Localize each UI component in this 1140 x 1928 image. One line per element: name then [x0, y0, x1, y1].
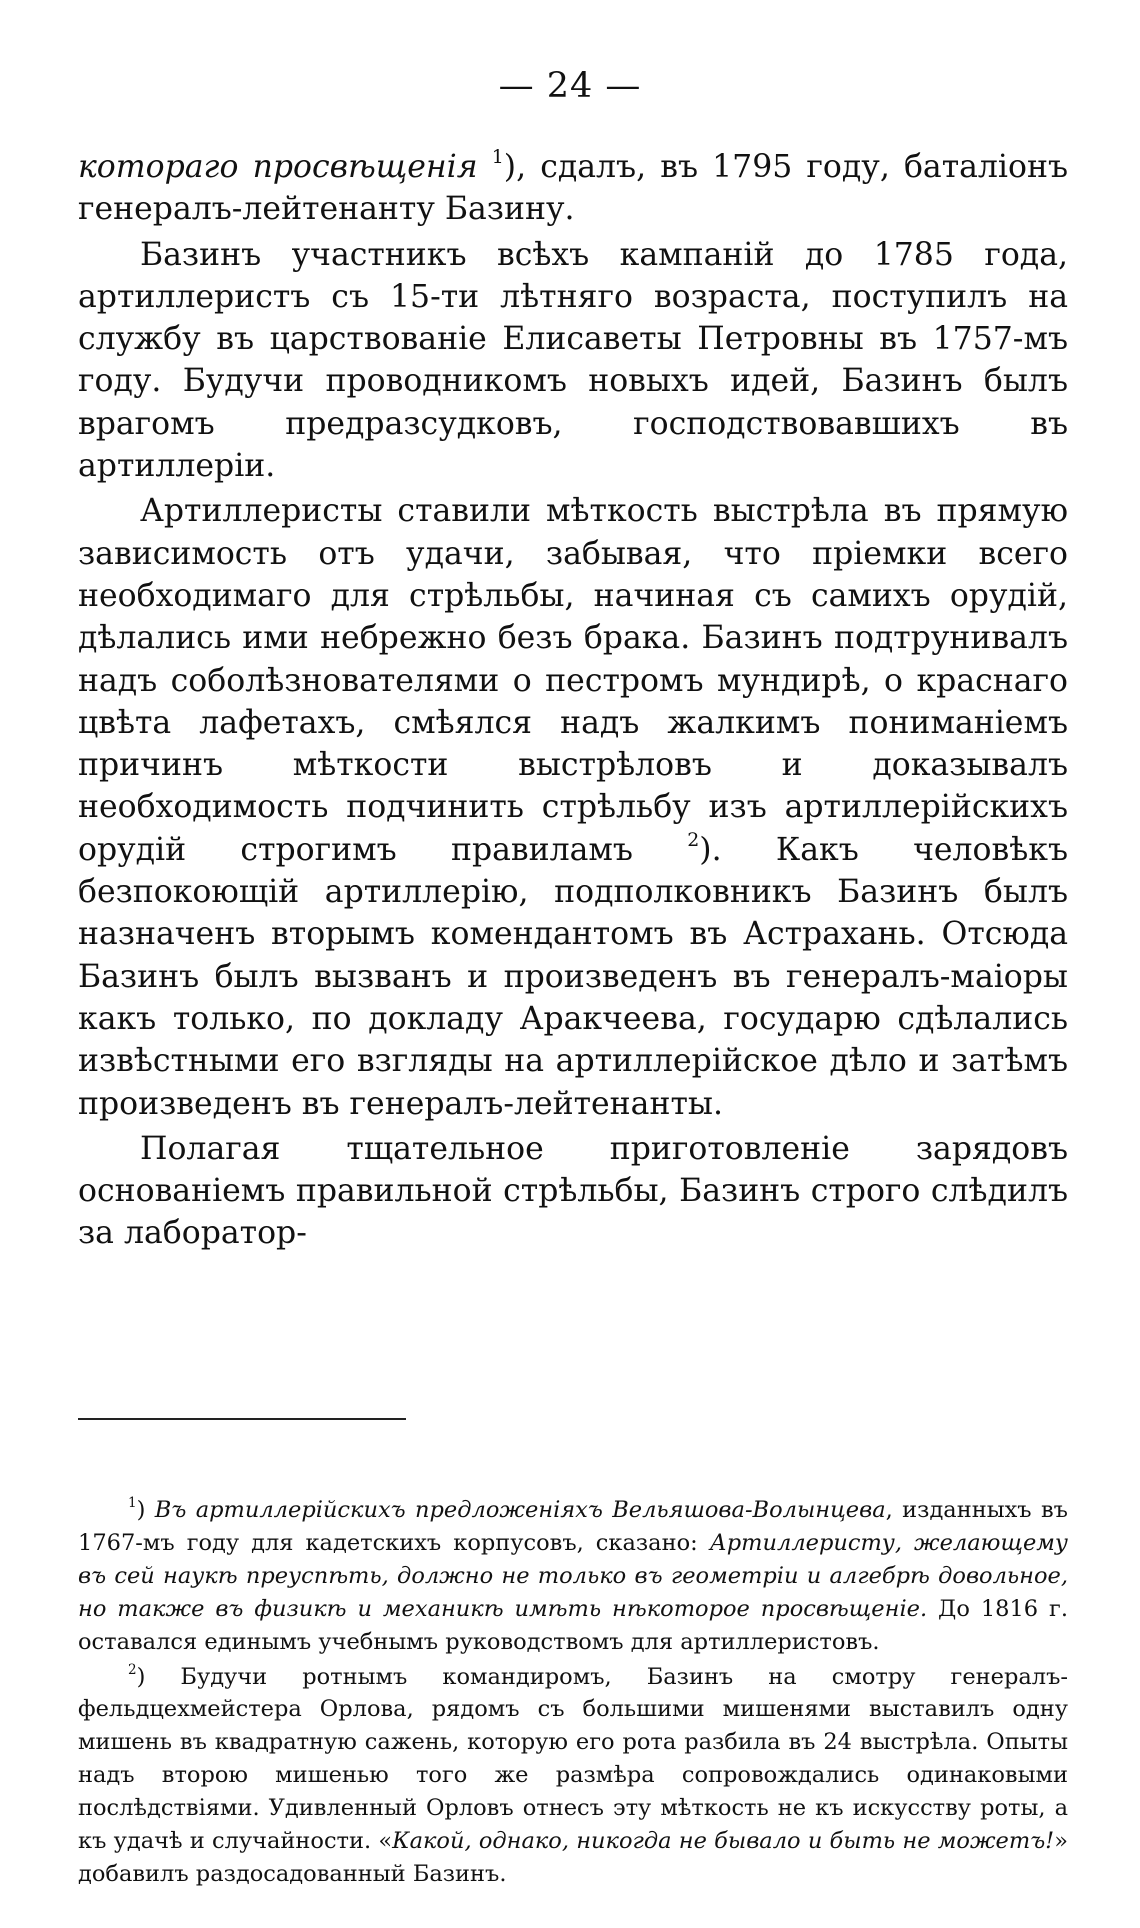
paragraph: [78, 490, 1068, 1124]
main-text: [78, 146, 1068, 1255]
italic-text: Какой, однако, никогда не бывало и быть не можетъ!: [392, 1828, 1055, 1855]
footnote-marker: 1: [491, 145, 504, 168]
footnote: [78, 1661, 1068, 1891]
paragraph: [78, 146, 1068, 231]
paragraph: [78, 234, 1068, 488]
text-run: До 1816 г. оставался единымъ учебнымъ руководствомъ для артиллеристовъ.: [78, 1595, 1068, 1655]
footnote: [78, 1494, 1068, 1659]
paragraph: [78, 1128, 1068, 1255]
italic-text: Артиллеристу, желающему въ сей наукѣ преуспѣть, должно не только въ геометріи и алгебрѣ довольное, но также въ физикѣ и механикѣ имѣть нѣкоторое просвѣщеніе.: [78, 1529, 1068, 1622]
italic-text: Въ артиллерійскихъ предложеніяхъ Вельяшова-Волынцева: [154, 1497, 886, 1523]
text-run: ). Какъ человѣкъ безпокоющій артиллерію, подполковникъ Базинъ былъ назначенъ вторымъ комендантомъ въ Астрахань. Отсюда Базинъ былъ вызванъ и произведенъ въ генералъ-маіоры какъ только, по докладу Аракчеева, государю сдѣлались извѣстными его взгляды на артиллерійское дѣло и затѣмъ произведенъ въ генералъ-лейтенанты.: [78, 831, 1068, 1122]
italic-text: котораго просвѣщенія: [78, 149, 478, 185]
text-run: [478, 149, 492, 185]
footnote-marker: 2: [128, 1661, 137, 1678]
text-run: Артиллеристы ставили мѣткость выстрѣла въ прямую зависимость отъ удачи, забывая, что пріемки всего необходимаго для стрѣльбы, начиная съ самихъ орудій, дѣлались ими небрежно безъ брака. Базинъ подтрунивалъ надъ соболѣзнователями о пестромъ мундирѣ, о краснаго цвѣта лафетахъ, смѣялся надъ жалкимъ пониманіемъ причинъ мѣткости выстрѣловъ и доказывалъ необходимость подчинить стрѣльбу изъ артиллерійскихъ орудій строгимъ правиламъ: [78, 493, 1068, 868]
footnotes: [78, 1494, 1068, 1891]
text-run: ), сдалъ, въ 1795 году, баталіонъ генералъ-лейтенанту Базину.: [78, 149, 1068, 228]
text-run: Базинъ участникъ всѣхъ кампаній до 1785 года, артиллеристъ съ 15-ти лѣтняго возраста, поступилъ на службу въ царствованіе Елисаветы Петровны въ 1757-мъ году. Будучи проводникомъ новыхъ идей, Базинъ былъ врагомъ предразсудковъ, господствовавшихъ въ артиллеріи.: [78, 236, 1068, 485]
text-run: » добавилъ раздосадованный Базинъ.: [78, 1828, 1069, 1887]
text-run: , изданныхъ въ 1767-мъ году для кадетскихъ корпусовъ, сказано:: [78, 1497, 1068, 1556]
footnote-marker: 2: [687, 828, 700, 851]
text-run: ) Будучи ротнымъ командиромъ, Базинъ на смотру генералъ-фельдцехмейстера Орлова, рядомъ съ большими мишенями выставилъ одну мишень въ квадратную сажень, которую его рота разбила въ 24 выстрѣла. Опыты надъ второю мишенью того же размѣра сопровождались одинаковыми послѣдствіями. Удивленный Орловъ отнесъ эту мѣткость не къ искусству роты, а къ удачѣ и случайности. «: [78, 1663, 1068, 1855]
text-run: Полагая тщательное приготовленіе зарядовъ основаніемъ правильной стрѣльбы, Базинъ строго слѣдилъ за лаборатор-: [78, 1130, 1068, 1252]
footnote-divider: [78, 1418, 406, 1420]
text-run: ): [136, 1497, 155, 1523]
page-number: — 24 —: [498, 66, 642, 106]
footnote-marker: 1: [128, 1494, 137, 1511]
